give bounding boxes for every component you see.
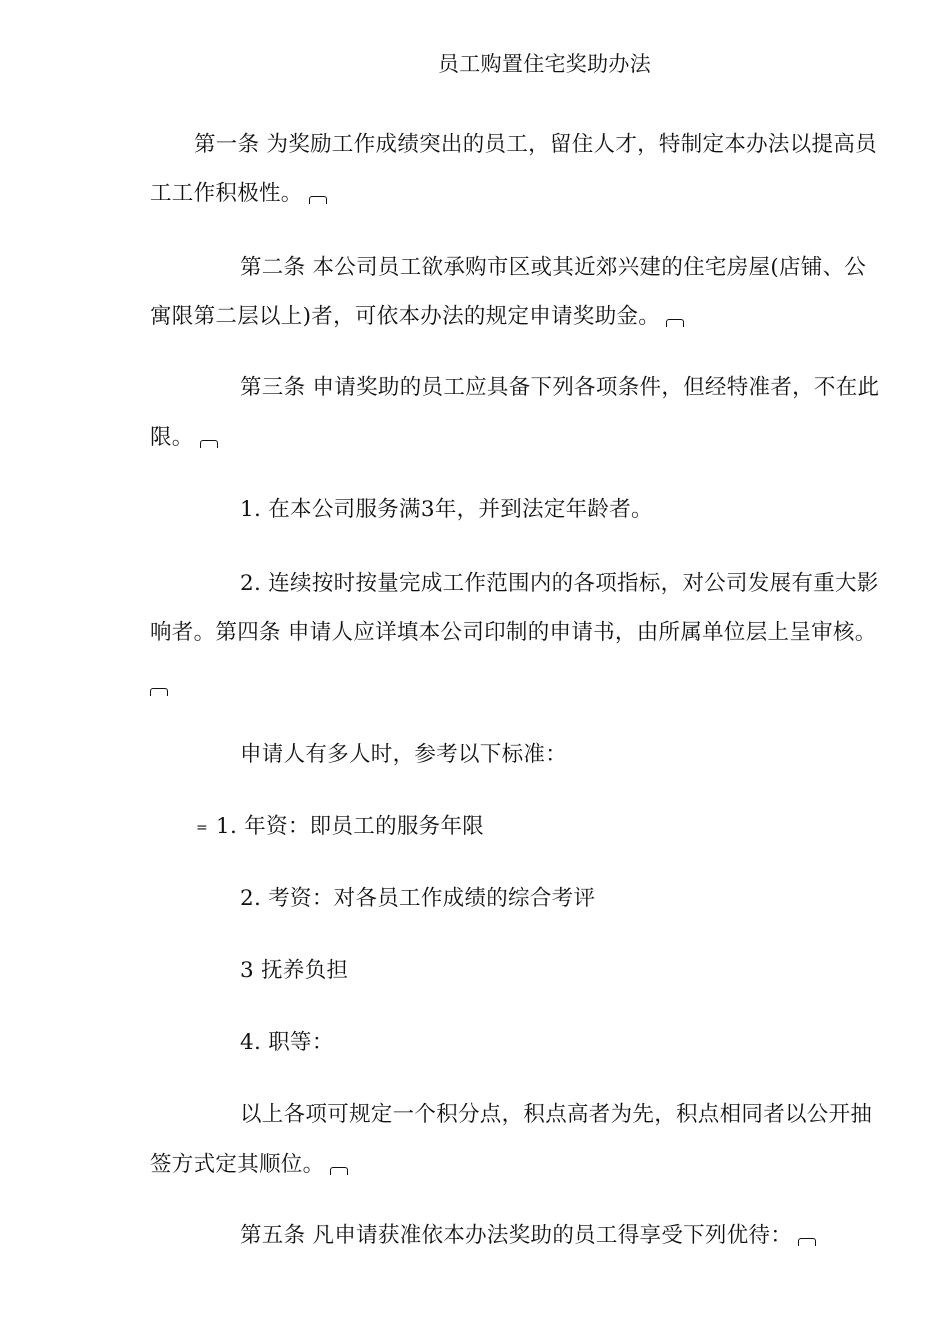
standard-1 — [196, 813, 484, 842]
standard-2: 2. 考资：对各员工作成绩的综合考评 — [240, 886, 596, 911]
points-rule-line-1: 以上各项可规定一个积分点，积点高者为先，积点相同者以公开抽 — [240, 1102, 873, 1127]
paragraph-mark-icon — [330, 1167, 348, 1175]
paragraph-mark-icon — [150, 688, 168, 696]
article-3-text-end: 限。 — [150, 425, 194, 450]
multiple-applicants-note: 申请人有多人时，参考以下标准： — [240, 742, 568, 767]
article-3-line-1 — [240, 374, 879, 402]
standard-4: 4. 职等： — [240, 1030, 334, 1055]
paragraph-mark-icon — [309, 196, 327, 204]
article-1-text-end: 工工作积极性。 — [150, 181, 303, 206]
article-4-end — [150, 672, 168, 700]
article-2-text: 第二条 本公司员工欲承购市区或其近郊兴建的住宅房屋(店铺、公 — [240, 255, 867, 280]
article-3-text: 第三条 申请奖助的员工应具备下列各项条件，但经特准者，不在此 — [240, 375, 880, 400]
standard-1-text: 1. 年资：即员工的服务年限 — [216, 814, 485, 839]
paragraph-mark-icon — [798, 1238, 816, 1246]
article-5-text: 第五条 凡申请获准依本办法奖助的员工得享受下列优待： — [240, 1223, 793, 1248]
article-1-line-1 — [194, 131, 877, 159]
condition-2-line-2: 响者。第四条 申请人应详填本公司印制的申请书，由所属单位层上呈审核。 — [150, 620, 877, 645]
article-2-line-2 — [150, 303, 684, 331]
document-title: 员工购置住宅奖助办法 — [438, 52, 651, 76]
points-rule-line-2 — [150, 1151, 348, 1179]
article-5 — [240, 1222, 816, 1250]
article-1-line-2 — [150, 180, 327, 208]
article-2-line-1 — [240, 254, 866, 282]
paragraph-mark-icon — [200, 440, 218, 448]
article-3-line-2 — [150, 424, 218, 452]
list-bullet-icon: = — [196, 820, 209, 836]
condition-1: 1. 在本公司服务满3年，并到法定年龄者。 — [240, 497, 653, 522]
condition-2-line-1: 2. 连续按时按量完成工作范围内的各项指标，对公司发展有重大影 — [240, 571, 879, 596]
article-1-text: 第一条 为奖励工作成绩突出的员工，留住人才，特制定本办法以提高员 — [194, 132, 877, 157]
standard-3: 3 抚养负担 — [240, 958, 349, 983]
article-2-text-end: 寓限第二层以上)者，可依本办法的规定申请奖助金。 — [150, 304, 661, 329]
points-rule-text-end: 签方式定其顺位。 — [150, 1152, 325, 1177]
paragraph-mark-icon — [666, 319, 684, 327]
